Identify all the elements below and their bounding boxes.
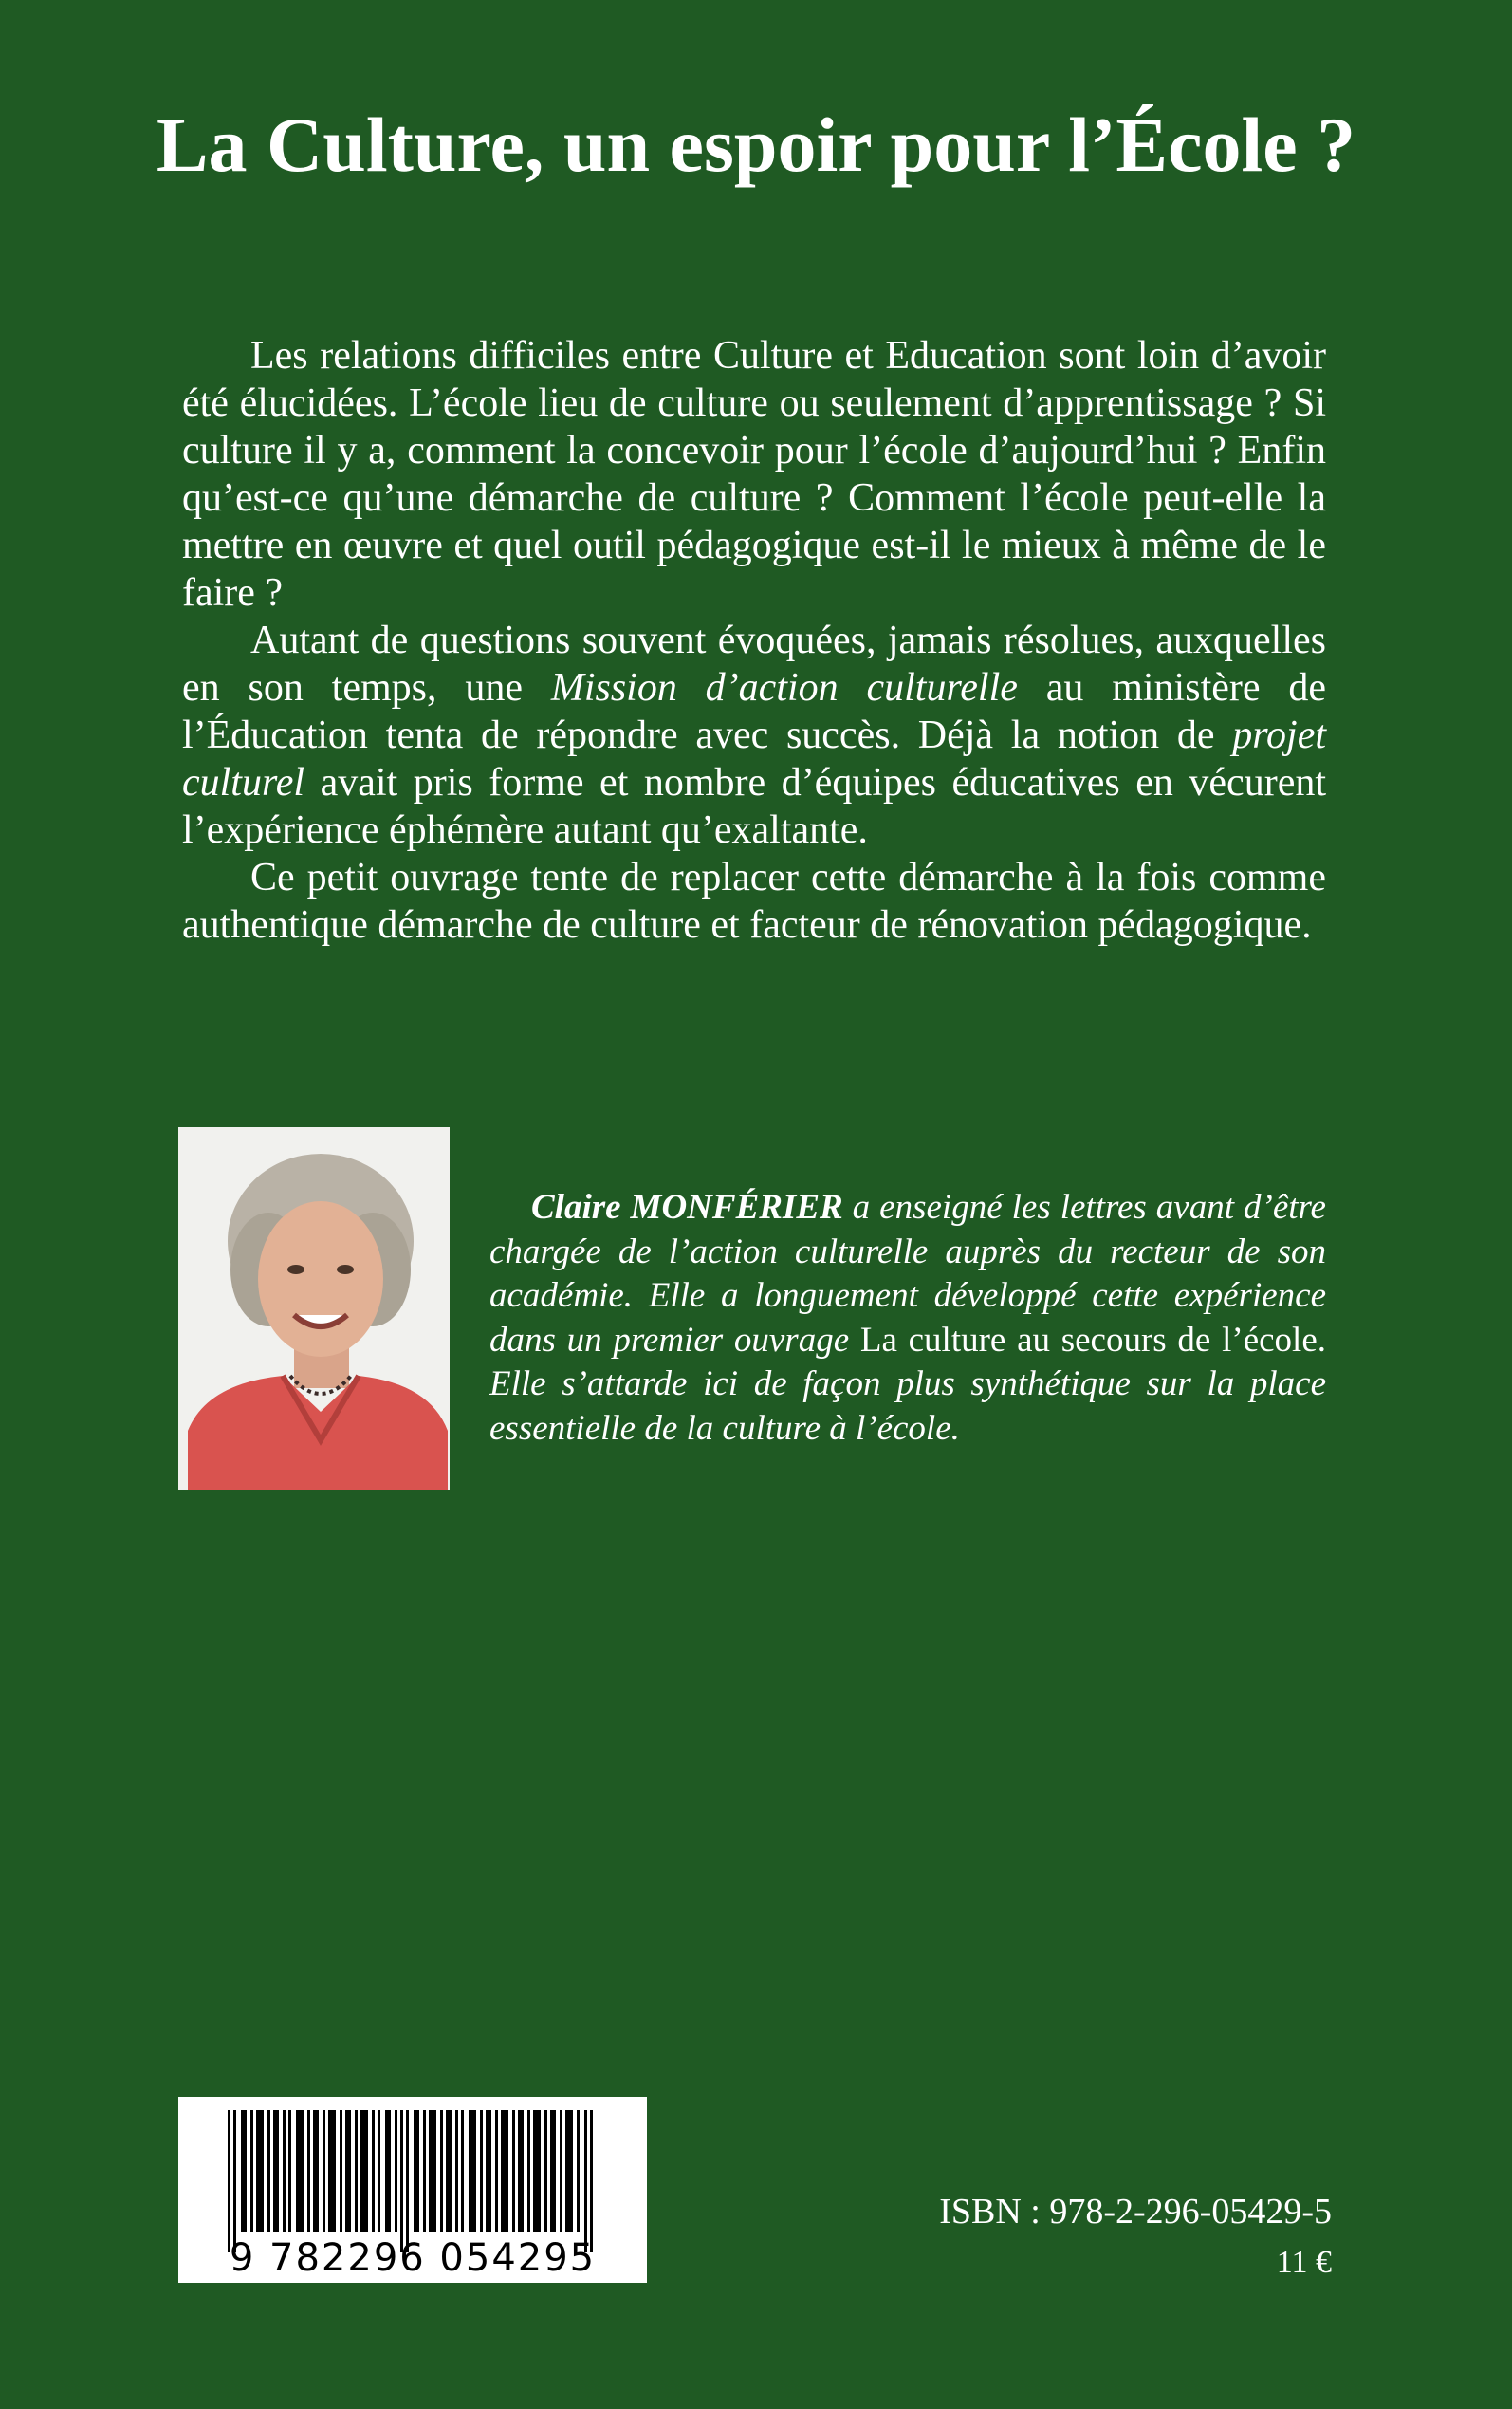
price: 11 € bbox=[1276, 2245, 1332, 2280]
blurb-p2-text-b: au ministère de l’Éducation tenta de répondre avec succès. Déjà la notion de bbox=[182, 666, 1326, 757]
blurb-p2-text-c: avait pris forme et nombre d’équipes éducatives en vécurent l’expérience éphémère autant qu’exaltante. bbox=[182, 761, 1326, 852]
isbn: ISBN : 978-2-296-05429-5 bbox=[939, 2192, 1332, 2232]
author-bio bbox=[489, 1186, 1326, 1451]
author-bio-text-b: Elle s’attarde ici de façon plus synthétique sur la place essentielle de la culture à l’école. bbox=[489, 1364, 1326, 1448]
book-title: La Culture, un espoir pour l’École ? bbox=[156, 102, 1356, 188]
blurb bbox=[182, 332, 1326, 949]
author-photo bbox=[178, 1127, 450, 1490]
author-bio-paragraph bbox=[489, 1186, 1326, 1451]
barcode-digits: 9 782296 054295 bbox=[229, 2236, 597, 2280]
blurb-p2-projet: projet culturel bbox=[182, 713, 1326, 805]
previous-book-title: La culture au secours de l’école. bbox=[859, 1320, 1326, 1360]
author-name: Claire MONFÉRIER bbox=[531, 1188, 843, 1227]
blurb-paragraph-3: Ce petit ouvrage tente de replacer cette démarche à la fois comme authentique démarche de culture et facteur de rénovation pédagogique. bbox=[182, 856, 1326, 947]
blurb-paragraph-2 bbox=[182, 617, 1326, 854]
blurb-p2-mission: Mission d’action culturelle bbox=[550, 666, 1018, 710]
blurb-p2-text-a: Autant de questions souvent évoquées, jamais résolues, auxquelles en son temps, une bbox=[182, 619, 1326, 710]
author-bio-text-a: a enseigné les lettres avant d’être chargée de l’action culturelle auprès du recteur de son académie. Elle a longuement développé cette expérience dans un premier ouvrage bbox=[489, 1188, 1326, 1360]
blurb-paragraph-1: Les relations difficiles entre Culture et Education sont loin d’avoir été élucidées. L’école lieu de culture ou seulement d’apprentissage ? Si culture il y a, comment la concevoir pour l’école d’aujourd’hui ? Enfin qu’est-ce qu’une démarche de culture ? Comment l’école peut-elle la mettre en œuvre et quel outil pédagogique est-il le mieux à même de le faire ? bbox=[182, 334, 1326, 615]
barcode bbox=[178, 2097, 647, 2283]
